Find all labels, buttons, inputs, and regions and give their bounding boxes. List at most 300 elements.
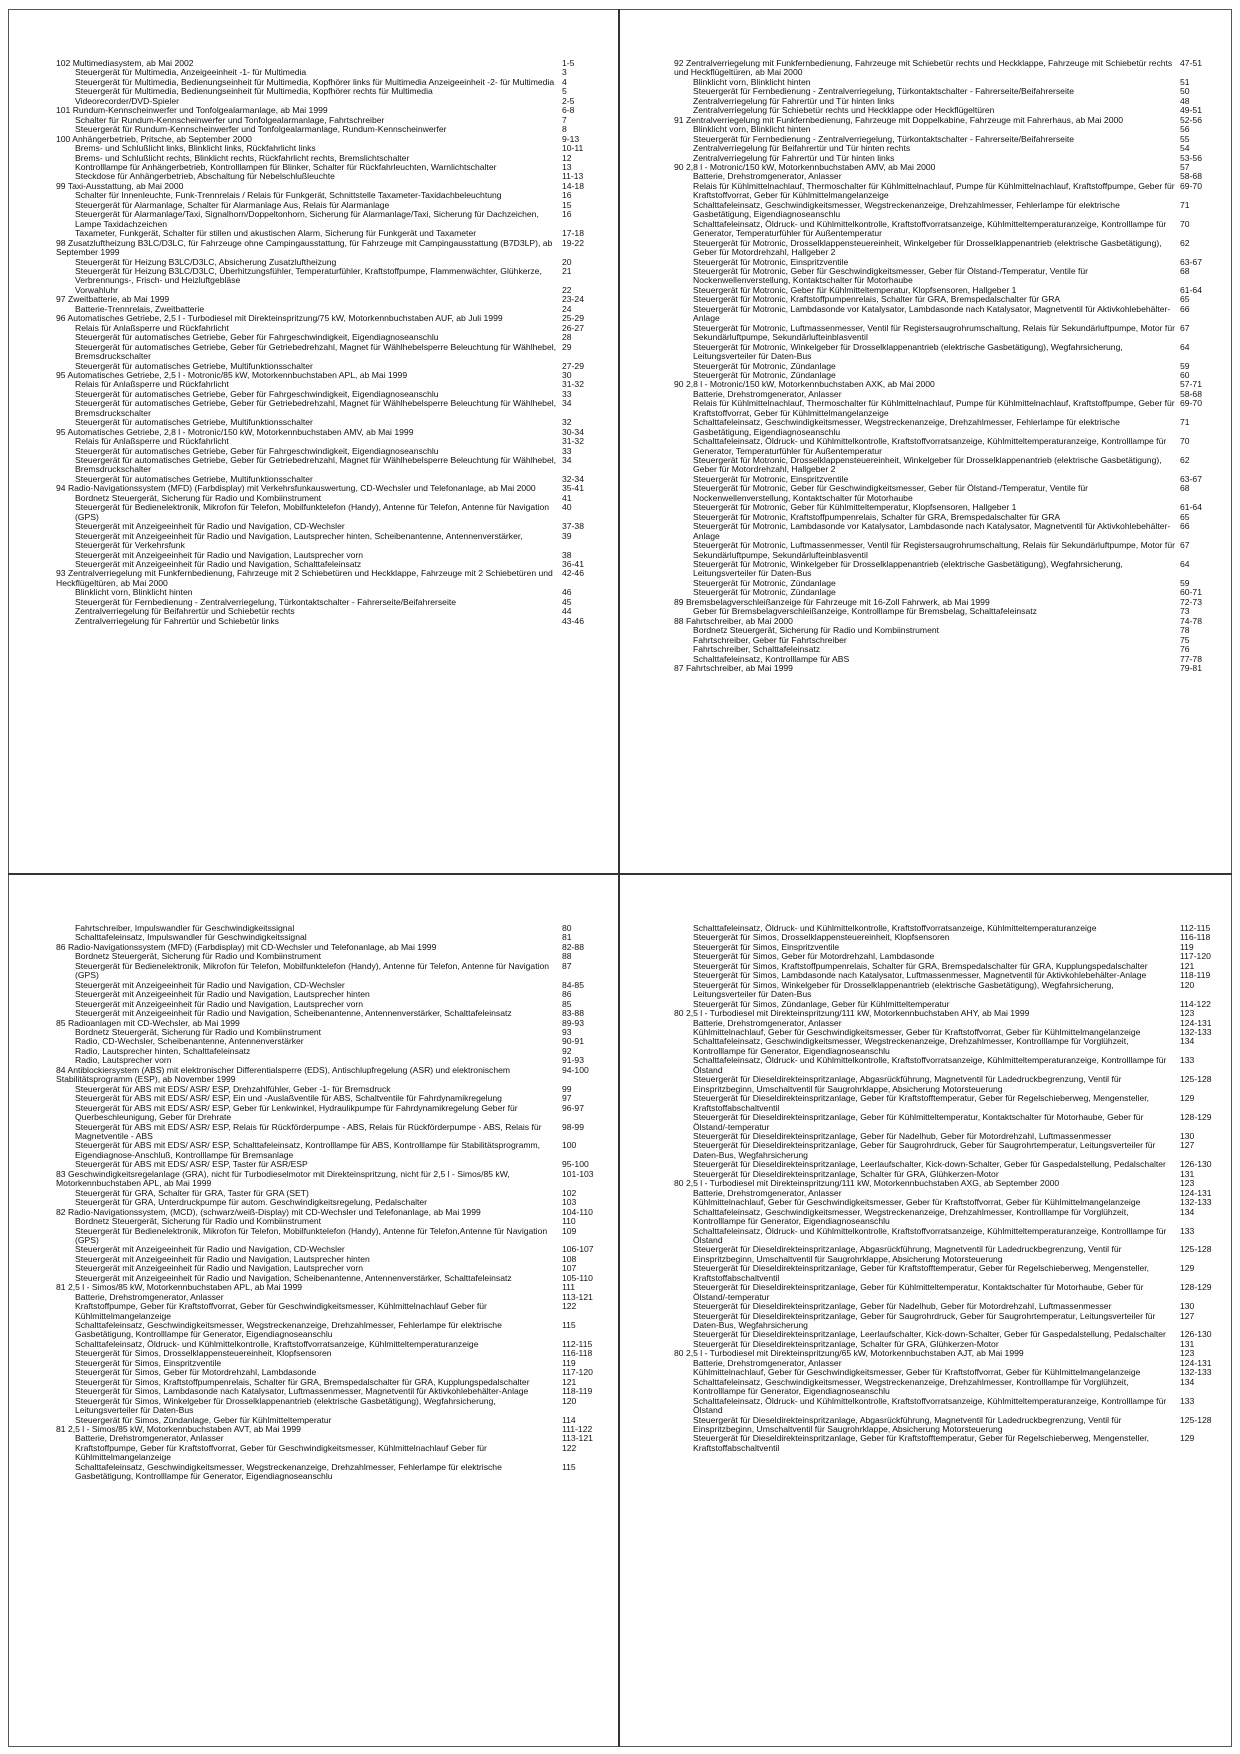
entry-text: Kraftstoffpumpe, Geber für Kraftstoffvorrat, Geber für Geschwindigkeitsmesser, Kühlmittelnachlauf Geber für Kühlmittelmangelanzeige [75, 1301, 487, 1321]
entry-text: Steuergerät für Simos, Kraftstoffpumpenrelais, Schalter für GRA, Bremspedalschalter für GRA, Kupplungspedalschalter [75, 1376, 530, 1387]
index-entry-row [674, 437, 1234, 456]
section-title: 82 Radio-Navigationssystem, (MCD), (schwarz/weiß-Display) mit CD-Wechsler und Telefonanlage, ab Mai 1999 [56, 1206, 481, 1217]
index-entry-row [674, 456, 1234, 475]
entry-text: Steuergerät für Rundum-Kennscheinwerfer und Tonfolgealarmanlage, Rundum-Kennscheinwerfer [75, 124, 447, 135]
page-reference: 13 [562, 161, 572, 172]
entry-text: Steuergerät für Motronic, Kraftstoffpumpenrelais, Schalter für GRA, Bremspedalschalter für GRA [693, 294, 1061, 305]
entry-text: Steuergerät für ABS mit EDS/ ASR/ ESP, Schalttafeleinsatz, Kontrolllampe für ABS, Kontrolllampe für Stabilitätsprogramm, Eigendiagnose-Anschluß, Kontrolllampe für Bremsanlage [75, 1140, 541, 1160]
entry-text: Steuergerät für Dieseldirekteinspritzanlage, Geber für Nadelhub, Geber für Motordrehzahl, Luftmassenmesser [693, 1301, 1112, 1312]
page-reference: 79-81 [1180, 663, 1202, 673]
section-title: 89 Bremsbelagverschleißanzeige für Fahrzeuge mit 16-Zoll Fahrwerk, ab Mai 1999 [674, 596, 990, 607]
page-reference: 112-115 [562, 1338, 593, 1349]
entry-text: Schalttafeleinsatz, Geschwindigkeitsmesser, Wegstreckenanzeige, Drehzahlmesser, Fehlerlampe für elektrische Gasbetätigung, Kontrolllampe für Generator, Eigendiagnoseanschlu [75, 1320, 502, 1340]
entry-text: Steuergerät für automatisches Getriebe, Geber für Fahrgeschwindigkeit, Eigendiagnoseanschlu [75, 445, 439, 456]
page-reference: 52-56 [1180, 114, 1202, 125]
entry-text: Schalttafeleinsatz, Impulswandler für Geschwindigkeitssignal [75, 932, 307, 943]
entry-text: Relais für Kühlmittelnachlauf, Thermoschalter für Kühlmittelnachlauf, Pumpe für Kühlmittelnachlauf, Kraftstoffpumpe, Geber für Kraftstoffvorrat, Geber für Kühlmittelmangelanzeige [693, 180, 1175, 201]
entry-text: Steuergerät für Dieseldirekteinspritzanlage, Schalter für GRA, Glühkerzen-Motor [693, 1168, 999, 1179]
section-title: 88 Fahrtschreiber, ab Mai 2000 [674, 615, 793, 626]
index-entry-row [674, 1208, 1234, 1227]
page-reference: 125-128 [1180, 1074, 1212, 1085]
index-entry-row [674, 324, 1234, 343]
entry-text: Taxameter, Funkgerät, Schalter für stillen und akustischen Alarm, Sicherung für Funkgerät und Taxameter [75, 228, 477, 239]
page-reference: 131 [1180, 1168, 1195, 1179]
entry-text: Steuergerät für Bedienelektronik, Mikrofon für Telefon, Mobilfunktelefon (Handy), Antenne für Telefon, Antenne für Navigation (GPS) [75, 960, 550, 981]
page-reference: 71 [1180, 417, 1190, 428]
page-reference: 107 [562, 1263, 577, 1274]
page-reference: 100 [562, 1140, 577, 1151]
page-reference: 125-128 [1180, 1244, 1212, 1255]
page-reference: 67 [1180, 540, 1190, 551]
entry-text: Steuergerät für Simos, Winkelgeber für Drosselklappenantrieb (elektrische Gasbetätigung), Wegfahrsicherung, Leitungsverteiler für Daten-Bus [693, 979, 1114, 1000]
entry-text: Steuergerät für GRA, Schalter für GRA, Taster für GRA (SET) [75, 1187, 309, 1198]
entry-text: Steuergerät für Fernbedienung - Zentralverriegelung, Türkontaktschalter - Fahrerseite/Beifahrerseite [75, 596, 457, 607]
entry-text: Steuergerät für Motronic, Zündanlage [693, 577, 836, 588]
entry-text: Steuergerät mit Anzeigeeinheit für Radio und Navigation, Lautsprecher hinten [75, 1253, 370, 1264]
section-title: 91 Zentralverriegelung mit Funkfernbedienung, Fahrzeuge mit Doppelkabine, Fahrzeuge mit Fahrerhaus, ab Mai 2000 [674, 114, 1124, 125]
entry-text: Steuergerät für Motronic, Geber für Geschwindigkeitsmesser, Geber für Ölstand-/Temperatur, Ventile für Nockenwellenverstellung, Kontaktschalter für Motorhaube [693, 483, 1089, 503]
page-reference: 59 [1180, 360, 1190, 371]
index-entry-row [56, 1397, 616, 1416]
page-reference: 46 [562, 587, 572, 598]
section-title: 94 Radio-Navigationssystem (MFD) (Farbdisplay) mit Verkehrsfunkauswertung, CD-Wechsler und Telefonanlage, ab Mai 2000 [56, 483, 536, 494]
page-reference: 65 [1180, 294, 1190, 305]
page-reference: 27-29 [562, 360, 584, 371]
entry-text: Steuergerät für Simos, Einspritzventile [693, 941, 840, 952]
page-reference: 127 [1180, 1310, 1195, 1321]
page-reference: 119 [562, 1357, 576, 1368]
section-title: 80 2,5 l - Turbodiesel mit Direkteinspritzung/111 kW, Motorkennbuchstaben AHY, ab Mai 1999 [674, 1008, 1030, 1019]
page-reference: 17-18 [562, 228, 584, 239]
entry-text: Steuergerät mit Anzeigeeinheit für Radio und Navigation, Schalttafeleinsatz [75, 559, 362, 570]
page-reference: 2-5 [562, 95, 575, 106]
entry-text: Steuergerät für automatisches Getriebe, Geber für Fahrgeschwindigkeit, Eigendiagnoseanschlu [75, 388, 439, 399]
entry-text: Batterie, Drehstromgenerator, Anlasser [693, 171, 842, 182]
page-reference: 64 [1180, 341, 1190, 352]
panel-top-left [56, 59, 616, 626]
page-reference: 69-70 [1180, 180, 1202, 191]
entry-text: Steuergerät mit Anzeigeeinheit für Radio und Navigation, Lautsprecher vorn [75, 998, 364, 1009]
page-reference: 6-8 [562, 105, 575, 116]
section-title: 90 2,8 l - Motronic/150 kW, Motorkennbuchstaben AMV, ab Mai 2000 [674, 161, 936, 172]
page-reference: 87 [562, 960, 572, 971]
section-title: 83 Geschwindigkeitsregelanlage (GRA), nicht für Turbodieselmotor mit Direkteinspritzung, nicht für 2,5 l - Simos/85 kW, Motorkennbuchstaben APL, ab Mai 1999 [56, 1168, 510, 1189]
page-reference: 77-78 [1180, 653, 1202, 664]
entry-text: Schalttafeleinsatz, Geschwindigkeitsmesser, Wegstreckenanzeige, Drehzahlmesser, Kontrolllampe für Vorglühzeit, Kontrolllampe für Generator, Eigendiagnoseanschlu [693, 1036, 1129, 1056]
page-reference: 34 [562, 455, 572, 466]
entry-text: Steuergerät für Motronic, Einspritzventile [693, 473, 849, 484]
page-reference: 70 [1180, 436, 1190, 447]
page-reference: 39 [562, 530, 572, 541]
entry-text: Steuergerät mit Anzeigeeinheit für Radio und Navigation, Scheibenantenne, Antennenverstärker, Schalttafeleinsatz [75, 1272, 512, 1283]
entry-text: Steuergerät für Fernbedienung - Zentralverriegelung, Türkontaktschalter - Fahrerseite/Beifahrerseite [693, 133, 1075, 144]
page-reference: 97 [562, 1093, 572, 1104]
page-reference: 37-38 [562, 521, 584, 532]
entry-text: Steuergerät für Dieseldirekteinspritzanlage, Abgasrückführung, Magnetventil für Ladedruckbegrenzung, Ventil für Einspritzbeginn, Umschaltventil für Saugrohrklappe, Absicherung Motorsteuerung [693, 1414, 1122, 1435]
entry-text: Relais für Anlaßsperre und Rückfahrlicht [75, 379, 229, 390]
section-title: 99 Taxi-Ausstattung, ab Mai 2000 [56, 180, 184, 191]
section-title: 102 Multimediasystem, ab Mai 2002 [56, 58, 194, 68]
page-reference: 10-11 [562, 143, 584, 154]
entry-text: Steuergerät für automatisches Getriebe, Geber für Fahrgeschwindigkeit, Eigendiagnoseanschlu [75, 332, 439, 343]
page-reference: 8 [562, 124, 567, 135]
page-reference: 63-67 [1180, 256, 1202, 267]
entry-text: Fahrtschreiber, Geber für Fahrtschreiber [693, 634, 847, 645]
page-reference: 132-133 [1180, 1026, 1212, 1037]
index-entry-row [56, 1463, 616, 1482]
entry-text: Steuergerät für ABS mit EDS/ ASR/ ESP, Relais für Rückförderpumpe - ABS, Relais für Rückförderpumpe - ABS, Relais für Magnetventile - ABS [75, 1121, 542, 1141]
entry-text: Bordnetz Steuergerät, Sicherung für Radio und Kombiinstrument [693, 625, 940, 636]
page-reference: 12 [562, 152, 572, 163]
index-entry-row [674, 1094, 1234, 1113]
page-reference: 105-110 [562, 1272, 593, 1283]
entry-text: Steuergerät für Motronic, Geber für Kühlmitteltemperatur, Klopfsensoren, Hallgeber 1 [693, 284, 1017, 295]
entry-text: Kühlmittelnachlauf, Geber für Geschwindigkeitsmesser, Geber für Kraftstoffvorrat, Geber für Kühlmittelmangelanzeige [693, 1367, 1141, 1378]
page-reference: 120 [1180, 979, 1195, 990]
section-title: 95 Automatisches Getriebe, 2,8 l - Motronic/150 kW, Motorkennbuchstaben AMV, ab Mai 1999 [56, 426, 414, 437]
index-entry-row [674, 1227, 1234, 1246]
page-reference: 116-118 [562, 1348, 593, 1359]
index-entry-row [674, 1416, 1234, 1435]
page-reference: 117-120 [562, 1367, 593, 1378]
entry-text: Steuergerät für Dieseldirekteinspritzanlage, Abgasrückführung, Magnetventil für Ladedruckbegrenzung, Ventil für Einspritzbeginn, Umschaltventil für Saugrohrklappe, Absicherung Motorsteuerung [693, 1074, 1122, 1094]
entry-text: Schalttafeleinsatz, Öldruck- und Kühlmittelkontrolle, Kraftstoffvorratsanzeige, Kühlmitteltemperaturanzeige, Kontrolllampe für Ölstand [693, 1055, 1167, 1075]
page-reference: 127 [1180, 1140, 1195, 1151]
page-reference: 83-88 [562, 1008, 584, 1019]
index-entry-row [674, 267, 1234, 286]
entry-text: Blinklicht vorn, Blinklicht hinten [75, 587, 193, 598]
page-reference: 58-68 [1180, 388, 1202, 399]
index-entry-row [674, 418, 1234, 437]
entry-text: Steuergerät mit Anzeigeeinheit für Radio und Navigation, Lautsprecher hinten [75, 989, 370, 1000]
entry-text: Bordnetz Steuergerät, Sicherung für Radio und Kombiinstrument [75, 1216, 322, 1227]
entry-text: Steuergerät für Simos, Geber für Motordrehzahl, Lambdasonde [75, 1367, 317, 1378]
page-reference: 75 [1180, 634, 1190, 645]
index-entry-row [674, 1245, 1234, 1264]
entry-text: Steuergerät für Simos, Kraftstoffpumpenrelais, Schalter für GRA, Bremspedalschalter für GRA, Kupplungspedalschalter [693, 960, 1148, 971]
section-title: 93 Zentralverriegelung mit Funkfernbedienung, Fahrzeuge mit 2 Schiebetüren und Heckklappe, Fahrzeuge mit 2 Schiebetüren und Heckflügeltüren, ab Mai 2000 [56, 568, 553, 588]
entry-text: Steuergerät für ABS mit EDS/ ASR/ ESP, Taster für ASR/ESP [75, 1159, 308, 1170]
page-reference: 44 [562, 606, 572, 617]
page-reference: 133 [1180, 1225, 1195, 1236]
panel-bottom-left [56, 924, 616, 1482]
index-entry-row [674, 981, 1234, 1000]
page-reference: 21 [562, 265, 572, 276]
entry-text: Steuergerät für GRA, Unterdruckpumpe für autom. Geschwindigkeitsregelung, Pedalschalter [75, 1197, 428, 1208]
section-title: 80 2,5 l - Turbodiesel mit Direkteinspritzung/111 kW, Motorkennbuchstaben AXG, ab September 2000 [674, 1178, 1060, 1189]
page-reference: 134 [1180, 1376, 1195, 1387]
entry-text: Schalttafeleinsatz, Öldruck- und Kühlmittelkontrolle, Kraftstoffvorratsanzeige, Kühlmitteltemperaturanzeige, Kontrolllampe für Ölstand [693, 1395, 1167, 1416]
page-reference: 14-18 [562, 180, 584, 191]
entry-text: Steuergerät für automatisches Getriebe, Geber für Getriebedrehzahl, Magnet für Wählhebelsperre Beleuchtung für Wählhebel, Bremsdruckschalter [75, 398, 557, 418]
page-reference: 68 [1180, 483, 1190, 494]
page-reference: 123 [1180, 1008, 1195, 1019]
entry-text: Steuergerät für automatisches Getriebe, Multifunktionsschalter [75, 360, 313, 371]
page-reference: 38 [562, 549, 572, 560]
page-reference: 118-119 [1180, 970, 1211, 981]
page-reference: 58-68 [1180, 171, 1202, 182]
entry-text: Steuergerät für Motronic, Geber für Kühlmitteltemperatur, Klopfsensoren, Hallgeber 1 [693, 502, 1017, 513]
entry-text: Steuergerät für Dieseldirekteinspritzanlage, Schalter für GRA, Glühkerzen-Motor [693, 1338, 999, 1349]
entry-text: Steuergerät für Simos, Drosselklappensteuereinheit, Klopfsensoren [75, 1348, 332, 1359]
entry-text: Steuergerät für Dieseldirekteinspritzanlage, Geber für Kraftstofftemperatur, Geber für Regelschieberweg, Mengensteller, Kraftstoffabschaltventil [693, 1263, 1150, 1283]
page-reference: 123 [1180, 1348, 1195, 1359]
entry-text: Radio, Lautsprecher hinten, Schalttafeleinsatz [75, 1045, 251, 1056]
page-reference: 31-32 [562, 379, 584, 390]
entry-text: Steuergerät für Dieseldirekteinspritzanlage, Abgasrückführung, Magnetventil für Ladedruckbegrenzung, Ventil für Einspritzbeginn, Umschaltventil für Saugrohrklappe, Absicherung Motorsteuerung [693, 1244, 1122, 1264]
entry-text: Steuergerät mit Anzeigeeinheit für Radio und Navigation, Lautsprecher vorn [75, 1263, 364, 1274]
entry-text: Zentralverriegelung für Beifahrertür und Tür hinten rechts [693, 143, 911, 154]
section-title: 97 Zweitbatterie, ab Mai 1999 [56, 294, 170, 305]
entry-text: Schalttafeleinsatz, Kontrolllampe für ABS [693, 653, 850, 664]
page-reference: 94-100 [562, 1064, 589, 1075]
page-reference: 3 [562, 67, 567, 78]
entry-text: Relais für Anlaßsperre und Rückfahrlicht [75, 322, 229, 333]
index-entry-row [674, 343, 1234, 362]
page-reference: 99 [562, 1083, 572, 1094]
entry-text: Zentralverriegelung für Beifahrertür und Schiebetür rechts [75, 606, 295, 617]
page-reference: 119 [1180, 941, 1194, 952]
index-entry-row [56, 456, 616, 475]
page-reference: 134 [1180, 1036, 1195, 1047]
entry-text: Steuergerät für Multimedia, Bedienungseinheit für Multimedia, Kopfhörer links für Multimedia Anzeigeeinheit -2- für Multimedia [75, 76, 555, 87]
entry-text: Steuergerät für Motronic, Zündanlage [693, 369, 836, 380]
index-heading-row [56, 1066, 616, 1085]
section-title: 96 Automatisches Getriebe, 2,5 l - Turbodiesel mit Direkteinspritzung/75 kW, Motorkennbuchstaben AUF, ab Juli 1999 [56, 313, 503, 324]
index-entry-row [674, 182, 1234, 201]
page-reference: 72-73 [1180, 596, 1202, 607]
entry-text: Relais für Anlaßsperre und Rückfahrlicht [75, 436, 229, 447]
entry-text: Steuergerät für automatisches Getriebe, Geber für Getriebedrehzahl, Magnet für Wählhebelsperre Beleuchtung für Wählhebel, Bremsdruckschalter [75, 455, 557, 475]
index-entry-row [674, 220, 1234, 239]
entry-text: Steuergerät für Alarmanlage, Schalter für Alarmanlage Aus, Relais für Alarmanlage [75, 199, 390, 210]
index-entry-row [674, 541, 1234, 560]
page-reference: 90-91 [562, 1036, 584, 1047]
section-title: 100 Anhängerbetrieb, Pritsche, ab September 2000 [56, 133, 252, 144]
entry-text: Steuergerät mit Anzeigeeinheit für Radio und Navigation, Lautsprecher hinten, Scheibenantenne, Antennenverstärker, Steuergerät für Verkehrsfunk [75, 530, 523, 551]
index-entry-row [56, 267, 616, 286]
page-reference: 33 [562, 445, 572, 456]
entry-text: Steuergerät für Heizung B3LC/D3LC, Überhitzungsfühler, Temperaturfühler, Kraftstoffpumpe, Flammenwächter, Glühkerze, Verbrennungs-, Frisch- und Heizluftgebläse [75, 265, 542, 286]
index-entry-row [56, 210, 616, 229]
page-reference: 121 [562, 1376, 577, 1387]
page-reference: 130 [1180, 1130, 1195, 1141]
page-reference: 74-78 [1180, 615, 1202, 626]
page-reference: 91-93 [562, 1055, 584, 1066]
page-reference: 80 [562, 923, 572, 933]
entry-text: Radio, CD-Wechsler, Scheibenantenne, Antennenverstärker [75, 1036, 304, 1047]
entry-text: Blinklicht vorn, Blinklicht hinten [693, 124, 811, 135]
entry-text: Steuergerät für Dieseldirekteinspritzanlage, Geber für Kraftstofftemperatur, Geber für Regelschieberweg, Mengensteller, Kraftstoffabschaltventil [693, 1433, 1150, 1453]
index-entry-row [674, 1312, 1234, 1331]
page-reference: 96-97 [562, 1102, 584, 1113]
page-reference: 120 [562, 1395, 577, 1406]
entry-text: Steuergerät für Motronic, Lambdasonde vor Katalysator, Lambdasonde nach Katalysator, Magnetventil für Aktivkohlebehälter-Anlage [693, 521, 1171, 541]
entry-text: Batterie-Trennrelais, Zweitbatterie [75, 303, 205, 314]
page-reference: 92 [562, 1045, 572, 1056]
page-reference: 126-130 [1180, 1329, 1212, 1340]
page-reference: 69-70 [1180, 398, 1202, 409]
entry-text: Zentralverriegelung für Fahrertür und Schiebetür links [75, 615, 279, 626]
entry-text: Steuergerät für Motronic, Winkelgeber für Drosselklappenantrieb (elektrische Gasbetätigung), Wegfahrsicherung, Leitungsverteiler für Daten-Bus [693, 559, 1123, 579]
entry-text: Geber für Bremsbelagverschleißanzeige, Kontrolllampe für Bremsbelag, Schalttafeleinsatz [693, 606, 1037, 617]
entry-text: Steuergerät für Dieseldirekteinspritzanlage, Leerlaufschalter, Kick-down-Schalter, Geber für Gaspedalstellung, Pedalschalter [693, 1159, 1166, 1170]
page-reference: 40 [562, 502, 572, 513]
page-reference: 101-103 [562, 1168, 594, 1179]
index-entry-row [674, 1378, 1234, 1397]
index-heading-row [674, 664, 1234, 673]
entry-text: Schalttafeleinsatz, Öldruck- und Kühlmittelkontrolle, Kraftstoffvorratsanzeige, Kühlmitteltemperaturanzeige, Kontrolllampe für Generator, Temperaturfühler für Außentemperatur [693, 218, 1167, 239]
page-reference: 114-122 [1180, 998, 1211, 1009]
entry-text: Blinklicht vorn, Blinklicht hinten [693, 76, 811, 87]
page-reference: 54 [1180, 143, 1190, 154]
page-reference: 130 [1180, 1301, 1195, 1312]
entry-text: Steuergerät für Dieseldirekteinspritzanlage, Geber für Saugrohrdruck, Geber für Saugrohrtemperatur, Leitungsverteiler für Daten-Bus, Wegfahrsicherung [693, 1310, 1156, 1331]
page-reference: 30 [562, 369, 572, 380]
entry-text: Schalttafeleinsatz, Öldruck- und Kühlmittelkontrolle, Kraftstoffvorratsanzeige, Kühlmitteltemperaturanzeige [75, 1338, 479, 1349]
entry-text: Steuergerät für Motronic, Drosselklappensteuereinheit, Winkelgeber für Drosselklappenantrieb (elektrische Gasbetätigung), Geber für Motordrehzahl, Hallgeber 2 [693, 237, 1162, 258]
page-reference: 50 [1180, 86, 1190, 97]
entry-text: Steuergerät für Motronic, Lambdasonde vor Katalysator, Lambdasonde nach Katalysator, Magnetventil für Aktivkohlebehälter-Anlage [693, 303, 1171, 324]
entry-text: Steuergerät für Simos, Geber für Motordrehzahl, Lambdasonde [693, 951, 935, 962]
page-reference: 133 [1180, 1055, 1195, 1066]
page-reference: 73 [1180, 606, 1190, 617]
page-reference: 68 [1180, 265, 1190, 276]
entry-text: Steuergerät für ABS mit EDS/ ASR/ ESP, Ein und -Auslaßventile für ABS, Schaltventile für Fahrdynamikregelung [75, 1093, 502, 1104]
index-entry-row [56, 617, 616, 626]
entry-text: Zentralverriegelung für Fahrertür und Tür hinten links [693, 152, 895, 163]
entry-text: Bordnetz Steuergerät, Sicherung für Radio und Kombiinstrument [75, 951, 322, 962]
entry-text: Steuergerät mit Anzeigeeinheit für Radio und Navigation, Scheibenantenne, Antennenverstärker, Schalttafeleinsatz [75, 1008, 512, 1019]
section-title: 95 Automatisches Getriebe, 2,5 l - Motronic/85 kW, Motorkennbuchstaben APL, ab Mai 1999 [56, 369, 408, 380]
index-heading-row [56, 239, 616, 258]
vertical-divider [618, 9, 620, 1747]
page-reference: 111-122 [562, 1424, 593, 1435]
section-title: 84 Antiblockiersystem (ABS) mit elektronischer Differentialsperre (EDS), Antischlupfregelung (ASR) und elektronischem Stabilitätsprogramm (ESP), ab November 1999 [56, 1064, 511, 1085]
page-reference: 129 [1180, 1263, 1195, 1274]
entry-text: Brems- und Schlußlicht links, Blinklicht links, Rückfahrlicht links [75, 143, 316, 154]
index-entry-row [56, 343, 616, 362]
entry-text: Brems- und Schlußlicht rechts, Blinklicht rechts, Rückfahrlicht rechts, Bremslichtschalter [75, 152, 410, 163]
page-reference: 112-115 [1180, 923, 1211, 933]
page-reference: 9-13 [562, 133, 580, 144]
page-reference: 109 [562, 1225, 577, 1236]
page-reference: 126-130 [1180, 1159, 1212, 1170]
entry-text: Steuergerät für Bedienelektronik, Mikrofon für Telefon, Mobilfunktelefon (Handy), Antenne für Telefon, Antenne für Navigation (GPS) [75, 502, 550, 522]
entry-text: Batterie, Drehstromgenerator, Anlasser [693, 388, 842, 399]
page-reference: 78 [1180, 625, 1190, 636]
entry-text: Steuergerät mit Anzeigeeinheit für Radio und Navigation, CD-Wechsler [75, 521, 345, 532]
entry-text: Schalter für Rundum-Kennscheinwerfer und Tonfolgealarmanlage, Fahrtschreiber [75, 114, 385, 125]
page-reference: 122 [562, 1442, 577, 1453]
page-reference: 113-121 [562, 1291, 593, 1302]
page-reference: 5 [562, 86, 567, 97]
page-reference: 45 [562, 596, 572, 607]
entry-text: Batterie, Drehstromgenerator, Anlasser [693, 1017, 842, 1028]
entry-text: Steuergerät für Bedienelektronik, Mikrofon für Telefon, Mobilfunktelefon (Handy), Antenne für Telefon,Antenne für Navigation (GPS) [75, 1225, 548, 1245]
page-reference: 81 [562, 932, 572, 943]
page-reference: 132-133 [1180, 1367, 1212, 1378]
page-reference: 29 [562, 341, 572, 352]
entry-text: Steuergerät für Simos, Lambdasonde nach Katalysator, Luftmassenmesser, Magnetventil für Aktivkohlebehälter-Anlage [693, 970, 1147, 981]
entry-text: Kühlmittelnachlauf, Geber für Geschwindigkeitsmesser, Geber für Kraftstoffvorrat, Geber für Kühlmittelmangelanzeige [693, 1026, 1141, 1037]
entry-text: Steuergerät für Dieseldirekteinspritzanlage, Geber für Kühlmitteltemperatur, Kontaktschalter für Motorhaube, Geber für Ölstand/-temperatur [693, 1282, 1144, 1302]
page-reference: 82-88 [562, 941, 584, 952]
entry-text: Schalttafeleinsatz, Geschwindigkeitsmesser, Wegstreckenanzeige, Drehzahlmesser, Kontrolllampe für Vorglühzeit, Kontrolllampe für Generator, Eigendiagnoseanschlu [693, 1206, 1129, 1227]
section-title: 98 Zusatzluftheizung B3LC/D3LC, für Fahrzeuge ohne Campingausstattung, für Fahrzeuge mit Campingausstattung (B7D3LP), ab September 1999 [56, 237, 553, 258]
page-reference: 88 [562, 951, 572, 962]
page-reference: 71 [1180, 199, 1190, 210]
document-sheet [8, 9, 1232, 1747]
page-reference: 48 [1180, 95, 1190, 106]
page-reference: 115 [562, 1320, 576, 1331]
page-reference: 89-93 [562, 1017, 584, 1028]
index-entry-row [674, 1397, 1234, 1416]
page-reference: 103 [562, 1197, 577, 1208]
page-reference: 1-5 [562, 58, 575, 68]
page-reference: 66 [1180, 521, 1190, 532]
index-entry-row [674, 522, 1234, 541]
page-reference: 129 [1180, 1093, 1195, 1104]
page-reference: 61-64 [1180, 284, 1202, 295]
entry-text: Steuergerät für Motronic, Einspritzventile [693, 256, 849, 267]
page-reference: 53-56 [1180, 152, 1202, 163]
page-reference: 125-128 [1180, 1414, 1212, 1425]
page-reference: 60-71 [1180, 587, 1202, 598]
entry-text: Schalttafeleinsatz, Geschwindigkeitsmesser, Wegstreckenanzeige, Drehzahlmesser, Fehlerlampe für elektrische Gasbetätigung, Eigendiagnoseanschlu [693, 417, 1120, 437]
page-reference: 115 [562, 1461, 576, 1472]
page-reference: 41 [562, 492, 572, 503]
section-title: 81 2,5 l - Simos/85 kW, Motorkennbuchstaben APL, ab Mai 1999 [56, 1282, 303, 1293]
page-reference: 36-41 [562, 559, 584, 570]
index-entry-row [56, 1444, 616, 1463]
entry-text: Schalttafeleinsatz, Geschwindigkeitsmesser, Wegstreckenanzeige, Drehzahlmesser, Fehlerlampe für elektrische Gasbetätigung, Kontrolllampe für Generator, Eigendiagnoseanschlu [75, 1461, 502, 1482]
entry-text: Steuergerät für ABS mit EDS/ ASR/ ESP, Geber für Lenkwinkel, Hydraulikpumpe für Fahrdynamikregelung Geber für Querbeschleunigung, Geber für Drehrate [75, 1102, 518, 1123]
entry-text: Steuergerät mit Anzeigeeinheit für Radio und Navigation, Lautsprecher vorn [75, 549, 364, 560]
entry-text: Steuergerät für Simos, Zündanlage, Geber für Kühlmitteltemperatur [693, 998, 950, 1009]
entry-text: Steuergerät für Simos, Lambdasonde nach Katalysator, Luftmassenmesser, Magnetventil für Aktivkohlebehälter-Anlage [75, 1386, 529, 1397]
entry-text: Bordnetz Steuergerät, Sicherung für Radio und Kombiinstrument [75, 492, 322, 503]
index-entry-row [674, 1037, 1234, 1056]
page-reference: 118-119 [562, 1386, 593, 1397]
entry-text: Steuergerät mit Anzeigeeinheit für Radio und Navigation, CD-Wechsler [75, 979, 345, 990]
index-entry-row [56, 1104, 616, 1123]
page-reference: 35-41 [562, 483, 584, 494]
entry-text: Batterie, Drehstromgenerator, Anlasser [75, 1291, 224, 1302]
index-entry-row [674, 1434, 1234, 1453]
page-reference: 55 [1180, 133, 1190, 144]
page-reference: 15 [562, 199, 572, 210]
section-title: 90 2,8 l - Motronic/150 kW, Motorkennbuchstaben AXK, ab Mai 2000 [674, 379, 935, 390]
entry-text: Steuergerät für Motronic, Winkelgeber für Drosselklappenantrieb (elektrische Gasbetätigung), Wegfahrsicherung, Leitungsverteiler für Daten-Bus [693, 341, 1123, 362]
entry-text: Schalttafeleinsatz, Öldruck- und Kühlmittelkontrolle, Kraftstoffvorratsanzeige, Kühlmitteltemperaturanzeige, Kontrolllampe für Ölstand [693, 1225, 1167, 1245]
page-reference: 19-22 [562, 237, 584, 248]
page-reference: 31-32 [562, 436, 584, 447]
entry-text: Steuergerät für Fernbedienung - Zentralverriegelung, Türkontaktschalter - Fahrerseite/Beifahrerseite [693, 86, 1075, 97]
entry-text: Kühlmittelnachlauf, Geber für Geschwindigkeitsmesser, Geber für Kraftstoffvorrat, Geber für Kühlmittelmangelanzeige [693, 1197, 1141, 1208]
page-reference: 104-110 [562, 1206, 593, 1217]
entry-text: Steuergerät für automatisches Getriebe, Geber für Getriebedrehzahl, Magnet für Wählhebelsperre Beleuchtung für Wählhebel, Bremsdruckschalter [75, 341, 557, 362]
page-reference: 84-85 [562, 979, 584, 990]
page-reference: 25-29 [562, 313, 584, 324]
section-title: 101 Rundum-Kennscheinwerfer und Tonfolgealarmanlage, ab Mai 1999 [56, 105, 328, 116]
section-title: 80 2,5 l - Turbodiesel mit Direkteinspritzung/65 kW, Motorkennbuchstaben AJT, ab Mai 1999 [674, 1348, 1024, 1359]
entry-text: Steuergerät für Heizung B3LC/D3LC, Absicherung Zusatzluftheizung [75, 256, 337, 267]
page-reference: 133 [1180, 1395, 1195, 1406]
entry-text: Relais für Kühlmittelnachlauf, Thermoschalter für Kühlmittelnachlauf, Pumpe für Kühlmittelnachlauf, Kraftstoffpumpe, Geber für Kraftstoffvorrat, Geber für Kühlmittelmangelanzeige [693, 398, 1175, 418]
entry-text: Fahrtschreiber, Impulswandler für Geschwindigkeitssignal [75, 923, 295, 933]
entry-text: Steuergerät für Motronic, Luftmassenmesser, Ventil für Registersaugrohrumschaltung, Relais für Sekundärluftpumpe, Motor für Sekundärluftpumpe, Sekundärlufteinblasventil [693, 540, 1175, 560]
